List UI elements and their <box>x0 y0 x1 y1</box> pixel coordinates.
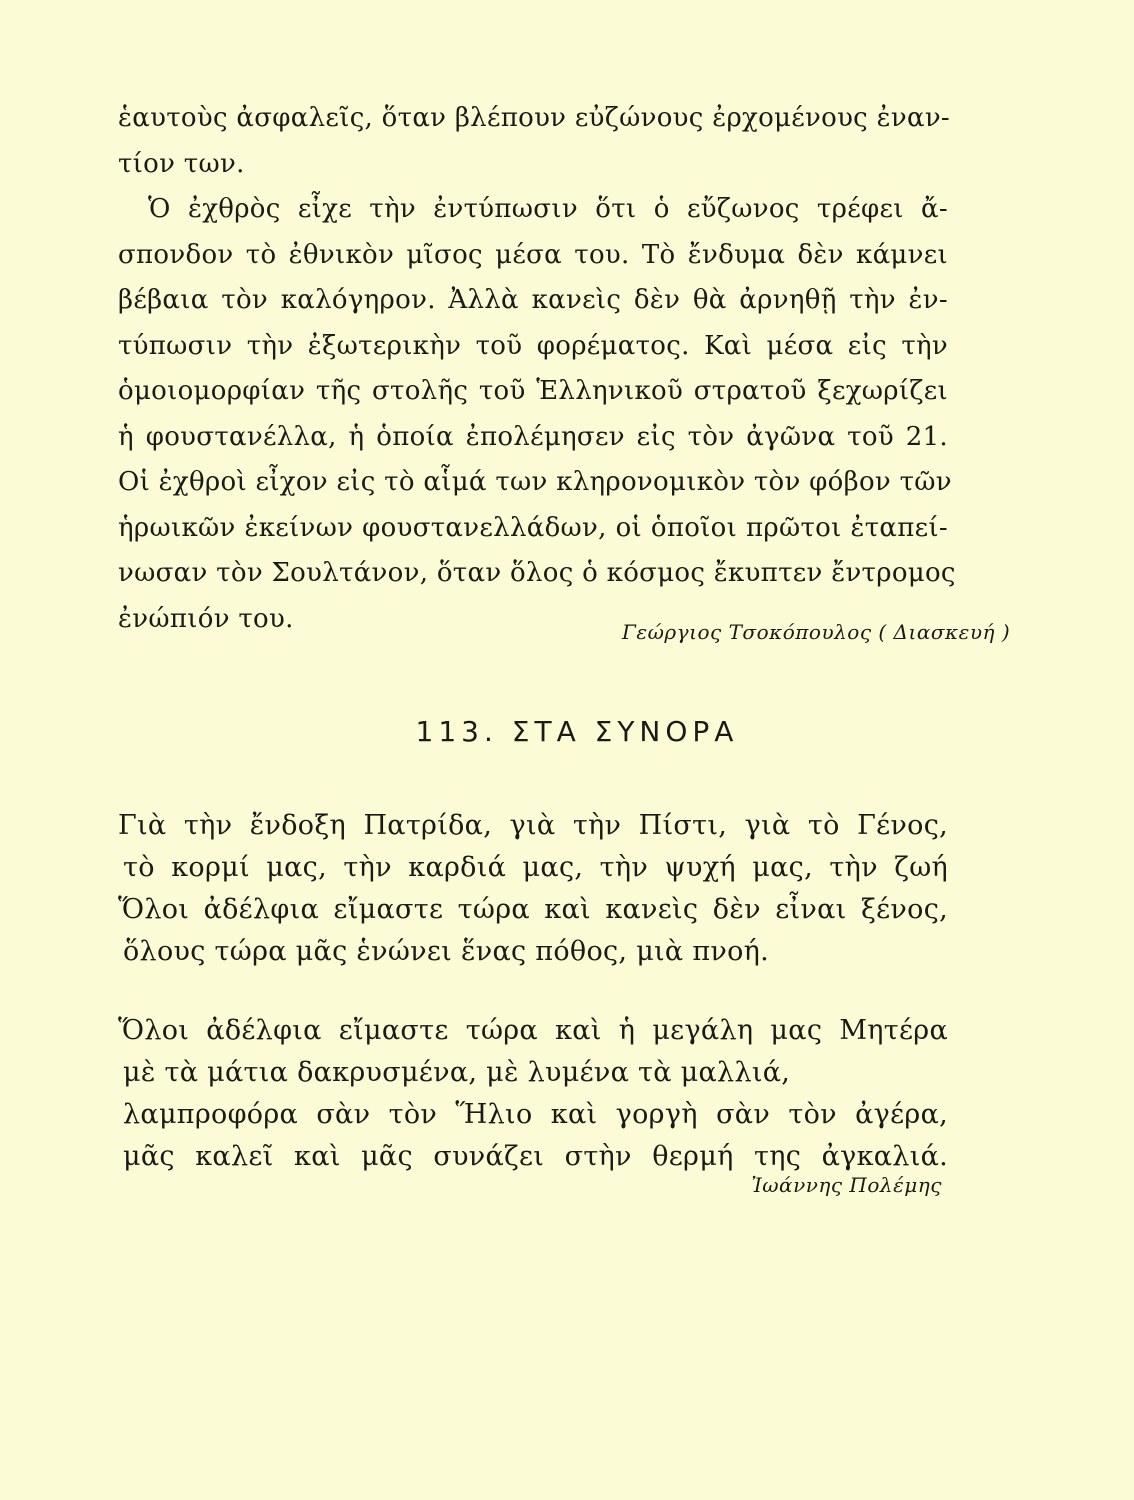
verse-line: μᾶς καλεῖ καὶ μᾶς συνάζει στὴν θερμή της ἀγκαλιά. <box>123 1141 948 1172</box>
prose-line: σπονδον τὸ ἐθνικὸν μῖσος μέσα του. Τὸ ἔνδυμα δὲν κάμνει <box>118 239 948 270</box>
poem-stanza-1 <box>118 805 948 973</box>
prose-line: ἡρωικῶν ἐκείνων φουστανελλάδων, οἱ ὁποῖοι πρῶτοι ἐταπεί- <box>118 512 948 543</box>
prose-line: ὁμοιομορφίαν τῆς στολῆς τοῦ Ἑλληνικοῦ στρατοῦ ξεχωρίζει <box>118 376 948 406</box>
poem-author-signature: Ἰωάννης Πολέμης <box>751 1173 942 1197</box>
prose-line: τύπωσιν τὴν ἐξωτερικὴν τοῦ φορέματος. Καὶ μέσα εἰς τὴν <box>118 330 948 361</box>
prose-line: ἑαυτοὺς ἀσφαλεῖς, ὅταν βλέπουν εὐζώνους ἐρχομένους ἐναν- <box>118 103 951 133</box>
prose-author-signature: Γεώργιος Τσοκόπουλος ( Διασκευή ) <box>622 620 1011 644</box>
prose-line: νωσαν τὸν Σουλτάνον, ὅταν ὅλος ὁ κόσμος ἔκυπτεν ἔντρομος <box>118 558 956 588</box>
verse-line: ὅλους τώρα μᾶς ἑνώνει ἕνας πόθος, μιὰ πνοή. <box>123 936 770 967</box>
section-title: 113. ΣΤΑ ΣΥΝΟΡΑ <box>415 715 739 748</box>
poem-stanza-2 <box>118 1010 948 1178</box>
prose-line: τίον των. <box>118 148 245 179</box>
prose-line: βέβαια τὸν καλόγηρον. Ἀλλὰ κανεὶς δὲν θὰ ἀρνηθῇ τὴν ἐν- <box>118 285 948 315</box>
verse-line: τὸ κορμί μας, τὴν καρδιά μας, τὴν ψυχή μας, τὴν ζωή <box>123 852 948 883</box>
prose-line: ἡ φουστανέλλα, ἡ ὁποία ἐπολέμησεν εἰς τὸν ἀγῶνα τοῦ 21. <box>118 421 948 452</box>
prose-line: Ὁ ἐχθρὸς εἶχε τὴν ἐντύπωσιν ὅτι ὁ εὔζωνος τρέφει ἄ- <box>148 194 948 224</box>
prose-line: ἐνώπιόν του. <box>118 603 294 634</box>
prose-passage <box>118 96 956 642</box>
verse-line: λαμπροφόρα σὰν τὸν Ἥλιο καὶ γοργὴ σὰν τὸν ἀγέρα, <box>123 1099 948 1130</box>
prose-line: Οἱ ἐχθροὶ εἶχον εἰς τὸ αἷμά των κληρονομικὸν τὸν φόβον τῶν <box>118 467 952 497</box>
verse-line: Ὅλοι ἀδέλφια εἴμαστε τώρα καὶ κανεὶς δὲν εἶναι ξένος, <box>118 894 948 925</box>
verse-line: Ὅλοι ἀδέλφια εἴμαστε τώρα καὶ ἡ μεγάλη μας Μητέρα <box>118 1015 948 1046</box>
verse-line: Γιὰ τὴν ἔνδοξη Πατρίδα, γιὰ τὴν Πίστι, γιὰ τὸ Γένος, <box>118 810 948 841</box>
verse-line: μὲ τὰ μάτια δακρυσμένα, μὲ λυμένα τὰ μαλλιά, <box>123 1057 791 1088</box>
